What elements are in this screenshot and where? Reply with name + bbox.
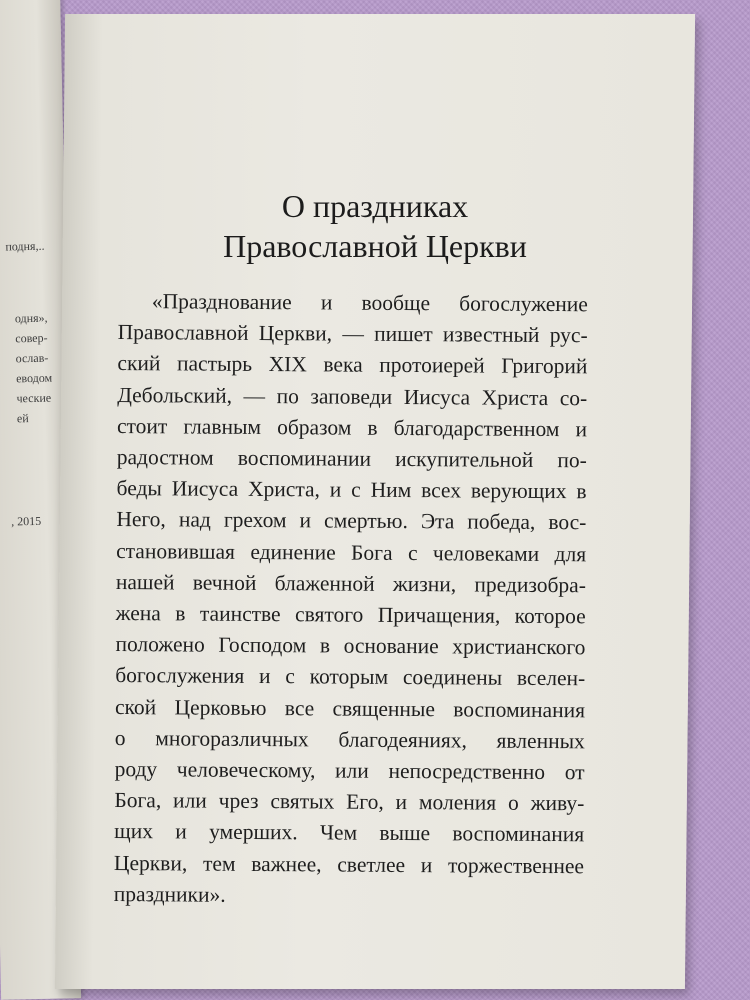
text-line: о многоразличных благодеяниях, явленных — [114, 725, 585, 754]
text-line: Бога, или чрез святых Его, и моления о живу- — [114, 788, 585, 816]
text-line: праздники». — [113, 881, 226, 907]
text-line: стоит главным образом в благодарственном и — [116, 413, 588, 442]
text-line: становившая единение Бога с человеками для — [116, 538, 587, 566]
text-line: богослужения и с которым соединены вселен- — [115, 663, 586, 691]
text-line: Дебольский, — по заповеди Иисуса Христа со- — [117, 382, 588, 410]
left-page-fragment: подня,.. — [5, 238, 45, 254]
text-line: жена в таинстве святого Причащения, которое — [115, 601, 586, 629]
text-line: Православной Церкви, — пишет известный рус- — [117, 320, 588, 348]
text-line: Церкви, тем важнее, светлее и торжественнее — [113, 850, 585, 878]
text-line: положено Господом в основание христианского — [115, 632, 586, 660]
left-page-fragment: ей — [16, 411, 29, 426]
left-page-fragment: совер- — [15, 330, 48, 346]
left-page-fragment: еводом — [15, 370, 53, 386]
page-title — [60, 186, 690, 266]
text-line: ский пастырь XIX века протоиерей Григорий — [117, 351, 588, 379]
left-page-fragment: ческие — [16, 390, 52, 406]
left-page-fragment: одня», — [14, 310, 48, 326]
text-line: Него, над грехом и смертью. Эта победа, вос- — [116, 507, 587, 535]
text-line: «Празднование и вообще богослужение — [151, 289, 588, 317]
text-line: беды Иисуса Христа, и с Ним всех верующих в — [116, 476, 587, 504]
title-line: Православной Церкви — [223, 228, 527, 264]
text-line: ской Церковью все священные воспоминания — [114, 694, 586, 722]
left-page-fragment: , 2015 — [10, 513, 42, 529]
text-line: роду человеческому, или непосредственно от — [114, 757, 585, 785]
text-line: радостном воспоминании искупительной по- — [116, 445, 587, 473]
title-line: О праздниках — [281, 188, 469, 224]
text-line: щих и умерших. Чем выше воспоминания — [114, 819, 585, 847]
left-page-fragment: ослав- — [15, 350, 49, 366]
body-paragraph — [114, 286, 588, 913]
text-line: нашей вечной блаженной жизни, предизобра- — [115, 569, 587, 598]
